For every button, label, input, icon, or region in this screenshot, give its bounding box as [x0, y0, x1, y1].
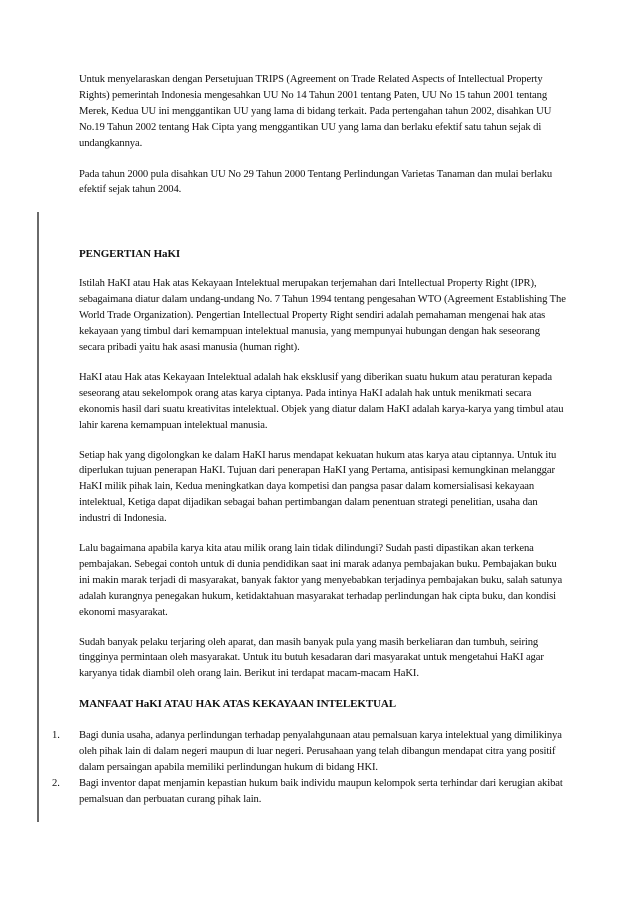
list-text: Bagi dunia usaha, adanya perlindungan terhadap penyalahgunaan atau pemalsuan karya intelektual yang dimilikinya oleh pihak lain di dalam negeri maupun di luar negeri. Perusahaan yang telah dibangun mendapat citra yang positif dalam persaingan apabila memiliki perlindungan hukum di bidang HKI.	[79, 730, 562, 774]
document-body	[52, 72, 567, 808]
list-text: Bagi inventor dapat menjamin kepastian hukum baik individu maupun kelompok serta terhindar dari kerugian akibat pemalsuan dan perbuatan curang pihak lain.	[79, 778, 563, 805]
paragraph-pembajakan: Lalu bagaimana apabila karya kita atau milik orang lain tidak dilindungi? Sudah pasti dipastikan akan terkena pembajakan. Sebegai contoh untuk di dunia pendidikan saat ini marak adanya pembajakan buku. Pembajakan buku ini makin marak terjadi di masyarakat, banyak faktor yang menyebabkan terjadinya pembajakan buku, salah satunya adalah kurangnya penegakan hukum, ketidaktahuan masyarakat terhadap perlindungan hak cipta buku, dan kondisi ekonomi masyarakat.	[79, 543, 563, 618]
list-number: 2.	[52, 778, 60, 789]
heading-manfaat: MANFAAT HaKI ATAU HAK ATAS KEKAYAAN INTELEKTUAL	[79, 698, 397, 711]
manfaat-list	[52, 728, 567, 808]
paragraph-trips: Untuk menyelaraskan dengan Persetujuan TRIPS (Agreement on Trade Related Aspects of Intellectual Property Rights) pemerintah Indonesia mengesahkan UU No 14 Tahun 2001 tentang Paten, UU No 15 tahun 2001 tentang Merek, Kedua UU ini menggantikan UU yang lama di bidang terkait. Pada pertengahan tahun 2002, disahkan UU No.19 Tahun 2002 tentang Hak Cipta yang menggantikan UU yang lama dan berlaku efektif satu tahun sejak di undangkannya.	[79, 74, 552, 149]
paragraph-varietas: Pada tahun 2000 pula disahkan UU No 29 Tahun 2000 Tentang Perlindungan Varietas Tanaman dan mulai berlaku efektif sejak tahun 2004.	[79, 168, 553, 196]
list-item	[52, 728, 567, 776]
margin-change-bar	[37, 212, 39, 822]
paragraph-istilah: Istilah HaKI atau Hak atas Kekayaan Intelektual merupakan terjemahan dari Intellectual Property Right (IPR), sebagaimana diatur dalam undang-undang No. 7 Tahun 1994 tentang pengesahan WTO (Agreement Establishing The World Trade Organization). Pengertian Intellectual Property Right sendiri adalah pemahaman mengenai hak atas kekayaan yang timbul dari kemampuan intelektual manusia, yang mempunyai hubungan dengan hak seseorang secara pribadi yaitu hak asasi manusia (human right).	[79, 278, 566, 353]
paragraph-kesadaran: Sudah banyak pelaku terjaring oleh aparat, dan masih banyak pula yang masih berkeliaran dan tumbuh, seiring tingginya permintaan oleh masyarakat. Untuk itu butuh kesadaran dari masyarakat untuk mengetahui HaKI agar karyanya tidak diambil oleh orang lain. Berikut ini terdapat macam-macam HaKI.	[79, 636, 544, 680]
heading-pengertian: PENGERTIAN HaKI	[79, 248, 181, 261]
paragraph-tujuan: Setiap hak yang digolongkan ke dalam HaKI harus mendapat kekuatan hukum atas karya atau ciptannya. Untuk itu diperlukan tujuan penerapan HaKI. Tujuan dari penerapan HaKI yang Pertama, antisipasi kemungkinan melanggar HaKI milik pihak lain, Kedua meningkatkan daya kompetisi dan pangsa pasar dalam komersialisasi kekayaan intelektual, Ketiga dapat dijadikan sebagai bahan pertimbangan dalam penentuan strategi penelitian, usaha dan industri di Indonesia.	[79, 449, 557, 525]
list-number: 1.	[52, 730, 60, 742]
list-item	[52, 776, 567, 808]
paragraph-hak-eksklusif: HaKI atau Hak atas Kekayaan Intelektual adalah hak eksklusif yang diberikan suatu hukum atau peraturan kepada seseorang atau sekelompok orang atas karya ciptanya. Pada intinya HaKI adalah hak untuk menikmati secara ekonomis hasil dari suatu kreativitas intelektual. Objek yang diatur dalam HaKI adalah karya-karya yang timbul atau lahir karena kemampuan intelektual manusia.	[79, 371, 564, 431]
